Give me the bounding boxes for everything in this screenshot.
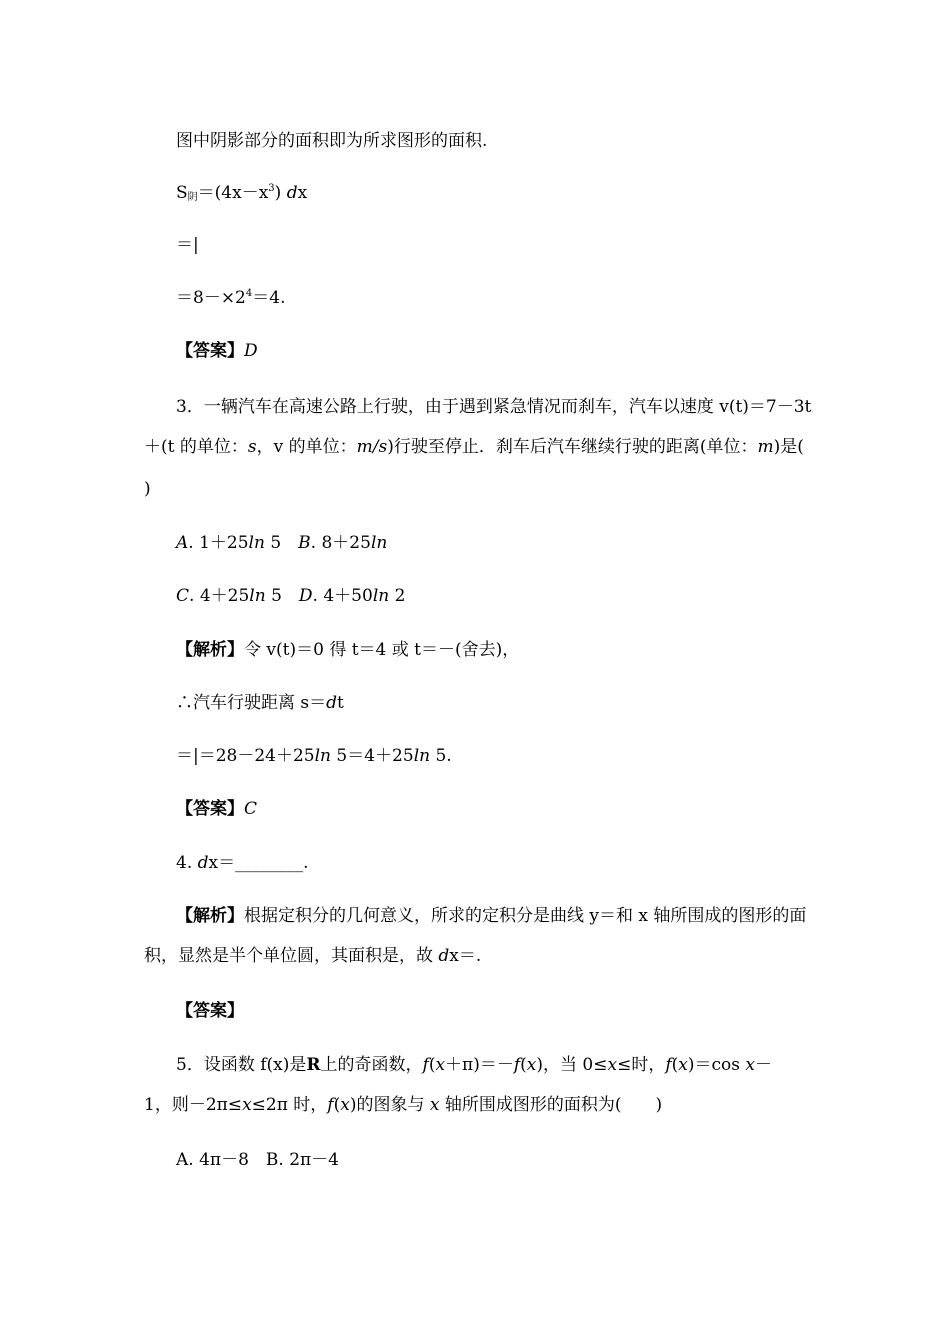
text: 根据定积分的几何意义，所求的定积分是曲线 y＝和 x 轴所围成的图形的面 — [244, 906, 807, 926]
text: d — [438, 946, 450, 966]
text: . 4＋25 — [189, 586, 250, 606]
text: ＝8－×2 — [176, 288, 246, 308]
text: 上的奇函数， — [320, 1055, 423, 1075]
answer-value: C — [244, 799, 258, 819]
text: f — [665, 1055, 672, 1075]
option-label: B — [298, 533, 311, 553]
text: ＝|＝28－24＋25 — [176, 746, 315, 766]
text: ( — [428, 1055, 436, 1075]
text: ，v 的单位： — [256, 437, 357, 457]
subscript: 阴 — [187, 192, 198, 203]
solution-3-line-3 — [0, 745, 950, 767]
text: f — [327, 1095, 334, 1115]
text: x — [607, 1055, 618, 1075]
formula-result — [0, 287, 950, 309]
text: 2 — [389, 586, 406, 606]
option-label: A — [176, 533, 189, 553]
superscript: 3 — [268, 183, 275, 194]
text: x — [297, 183, 308, 203]
text: 5．设函数 f(x)是 — [176, 1055, 307, 1075]
text: ∴汽车行驶距离 s＝ — [176, 693, 327, 713]
text: )是( — [773, 437, 804, 457]
question-5-line-1 — [0, 1054, 950, 1076]
formula-step — [0, 234, 950, 256]
option-label: C — [176, 586, 190, 606]
text: )的图象与 — [349, 1095, 430, 1115]
answer-value: D — [244, 341, 258, 361]
text: f — [422, 1055, 429, 1075]
text: 5＝4＋25 — [331, 746, 414, 766]
text: ＋π)＝－ — [445, 1055, 514, 1075]
option-label: D — [298, 586, 313, 606]
text: m — [757, 437, 774, 457]
text: )行驶至停止．刹车后汽车继续行驶的距离(单位： — [387, 437, 758, 457]
text: x — [526, 1055, 537, 1075]
text: x — [745, 1055, 755, 1075]
text: x — [340, 1095, 350, 1115]
text: x＝________. — [208, 853, 309, 873]
text: ln — [314, 746, 332, 766]
text: 积，显然是半个单位圆，其面积是，故 — [144, 946, 439, 966]
answer-line-4 — [0, 1000, 950, 1022]
question-3-line-2 — [144, 436, 950, 458]
text: ( — [671, 1055, 679, 1075]
answer-label: 【答案】 — [176, 341, 244, 361]
text: ) — [144, 479, 151, 499]
answer-line-1 — [0, 340, 950, 362]
text: ＝4. — [252, 288, 286, 308]
text-line-shaded-area — [0, 130, 950, 152]
solution-label: 【解析】 — [176, 640, 244, 660]
text: 轴所围成图形的面积为( ) — [439, 1095, 663, 1115]
text: . 8＋25 — [310, 533, 371, 553]
answer-label: 【答案】 — [176, 799, 244, 819]
text: 4. — [176, 853, 198, 873]
text: x＝. — [449, 946, 482, 966]
formula-area-integral — [0, 182, 950, 204]
text: 图中阴影部分的面积即为所求图形的面积. — [176, 131, 488, 151]
solution-3-line-2 — [0, 692, 950, 714]
solution-4-line-2 — [144, 945, 950, 967]
text: 5 — [265, 586, 299, 606]
text: ( — [333, 1095, 341, 1115]
text: ( — [520, 1055, 527, 1075]
text: ＋(t 的单位： — [144, 437, 248, 457]
text: . 4＋50 — [312, 586, 373, 606]
question-4 — [0, 852, 950, 874]
solution-label: 【解析】 — [176, 906, 244, 926]
text: A. 4π－8 B. 2π－4 — [176, 1150, 339, 1170]
text: － — [755, 1055, 772, 1075]
text: )＝cos — [687, 1055, 746, 1075]
text: R — [306, 1055, 321, 1075]
question-3-line-3 — [144, 478, 950, 500]
text: ln — [248, 533, 265, 553]
text: x — [429, 1095, 440, 1115]
text: ＝| — [176, 235, 199, 255]
text: ≤2π 时， — [251, 1095, 328, 1115]
text: 5 — [264, 533, 299, 553]
superscript: 4 — [245, 288, 253, 299]
question-5-options — [0, 1149, 950, 1171]
text: ＝(4x－x — [197, 183, 269, 203]
text: ln — [372, 586, 390, 606]
text: ln — [370, 533, 388, 553]
text: S — [176, 183, 188, 203]
text: 5. — [430, 746, 452, 766]
text: ) — [274, 183, 287, 203]
text: f — [513, 1055, 521, 1075]
text: ln — [413, 746, 431, 766]
text: m/s — [356, 437, 388, 457]
question-3-line-1 — [0, 396, 950, 418]
text: )，当 0≤ — [536, 1055, 608, 1075]
text: ≤时， — [617, 1055, 666, 1075]
solution-3-line-1 — [0, 639, 950, 661]
text: x — [678, 1055, 688, 1075]
options-c-d — [0, 585, 950, 607]
text: . 1＋25 — [188, 533, 249, 553]
solution-4-line-1 — [0, 905, 950, 927]
text: 1，则－2π≤ — [144, 1095, 243, 1115]
answer-line-3 — [0, 798, 950, 820]
text: 3．一辆汽车在高速公路上行驶，由于遇到紧急情况而刹车，汽车以速度 v(t)＝7－3t — [176, 397, 812, 417]
text: t — [337, 693, 344, 713]
answer-label: 【答案】 — [176, 1001, 244, 1021]
text: x — [242, 1095, 252, 1115]
text: d — [286, 183, 298, 203]
text: 令 v(t)＝0 得 t＝4 或 t＝－(舍去)， — [244, 640, 520, 660]
options-a-b — [0, 532, 950, 554]
text: d — [326, 693, 338, 713]
text: x — [435, 1055, 446, 1075]
text: s — [247, 437, 257, 457]
text: d — [197, 853, 209, 873]
text: ln — [249, 586, 266, 606]
question-5-line-2 — [144, 1094, 950, 1116]
